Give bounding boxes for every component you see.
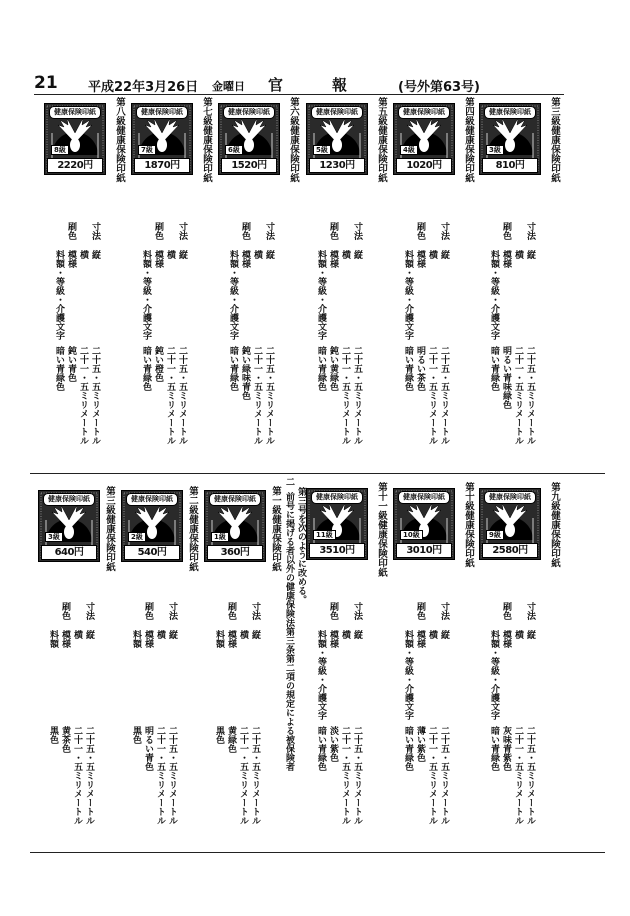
height-value: 二十五・五ミリメートル <box>352 346 362 445</box>
dimensions-label: 寸法 <box>439 222 449 240</box>
text-color: 暗い青緑色 <box>489 346 499 391</box>
pattern-color: 鈍い黄緑色 <box>328 346 338 391</box>
stamp-image <box>204 490 266 562</box>
pattern-color: 明るい茶色 <box>415 346 425 391</box>
header-rule <box>34 94 564 95</box>
width-label: 横 <box>155 630 165 639</box>
issue-date: 平成22年3月26日 <box>88 80 199 95</box>
stamp-value: 3010円 <box>396 543 452 558</box>
height-label: 縦 <box>439 630 449 639</box>
pattern-label: 模様 <box>328 630 338 648</box>
height-label: 縦 <box>177 250 187 259</box>
gazette-title-char-1: 官 <box>268 76 284 94</box>
stamp-grade: 7級 <box>138 145 156 155</box>
text-label: 料額・等級・介護文字 <box>489 250 499 340</box>
height-label: 縦 <box>525 250 535 259</box>
stamp-title: 第十一級健康保険印紙 <box>376 482 387 577</box>
stamp-image <box>479 488 541 560</box>
dimensions-label: 寸法 <box>90 222 100 240</box>
stamp-value: 2220円 <box>47 158 103 173</box>
text-label: 料額・等級・介護文字 <box>316 630 326 720</box>
height-label: 縦 <box>84 630 94 639</box>
width-value: 二十一・五ミリメートル <box>340 726 350 825</box>
text-color: 暗い青緑色 <box>54 346 64 391</box>
pattern-label: 模様 <box>66 250 76 268</box>
height-value: 二十五・五ミリメートル <box>167 726 177 825</box>
width-value: 二十一・五ミリメートル <box>78 346 88 445</box>
height-label: 縦 <box>167 630 177 639</box>
stamp-grade: 4級 <box>400 145 418 155</box>
height-value: 二十五・五ミリメートル <box>84 726 94 825</box>
pattern-label: 模様 <box>328 250 338 268</box>
stamp-image <box>131 103 193 175</box>
width-label: 横 <box>513 630 523 639</box>
pattern-color: 淡い紫色 <box>328 726 338 762</box>
stamp-header-text: 健康保険印紙 <box>223 106 275 119</box>
text-color: 黒色 <box>214 726 224 744</box>
item-text: 前号に掲げる者以外の健康保険法第三条第二項の規定による被保険者 <box>284 492 294 771</box>
stamp-image <box>306 488 368 560</box>
stamp-value: 1520円 <box>221 158 277 173</box>
height-value: 二十五・五ミリメートル <box>177 346 187 445</box>
footer-rule <box>30 852 605 853</box>
width-label: 横 <box>513 250 523 259</box>
stamp-value: 3510円 <box>309 543 365 558</box>
pattern-label: 模様 <box>60 630 70 648</box>
print-color-label: 刷色 <box>153 222 163 240</box>
stamp-value: 1020円 <box>396 158 452 173</box>
pattern-label: 模様 <box>415 250 425 268</box>
pattern-color: 灰味青紫色 <box>501 726 511 771</box>
height-label: 縦 <box>90 250 100 259</box>
width-label: 横 <box>252 250 262 259</box>
text-color: 暗い青緑色 <box>141 346 151 391</box>
pattern-color: 明るい青色 <box>143 726 153 771</box>
text-label: 料額・等級・介護文字 <box>228 250 238 340</box>
text-label: 料額・等級・介護文字 <box>141 250 151 340</box>
stamp-image <box>393 488 455 560</box>
pattern-color: 鈍い青色 <box>66 346 76 382</box>
dimensions-label: 寸法 <box>352 602 362 620</box>
stamp-grade: 9級 <box>486 530 504 540</box>
stamp-title: 第六級健康保険印紙 <box>288 97 299 183</box>
width-value: 二十一・五ミリメートル <box>513 726 523 825</box>
dimensions-label: 寸法 <box>525 222 535 240</box>
text-color: 暗い青緑色 <box>316 346 326 391</box>
text-label: 料額・等級・介護文字 <box>403 250 413 340</box>
dimensions-label: 寸法 <box>352 222 362 240</box>
pattern-color: 薄い紫色 <box>415 726 425 762</box>
stamp-header-text: 健康保険印紙 <box>484 106 536 119</box>
width-label: 横 <box>165 250 175 259</box>
height-value: 二十五・五ミリメートル <box>525 726 535 825</box>
stamp-header-text: 健康保険印紙 <box>398 106 450 119</box>
print-color-label: 刷色 <box>240 222 250 240</box>
stamp-image <box>121 490 183 562</box>
print-color-label: 刷色 <box>226 602 236 620</box>
width-value: 二十一・五ミリメートル <box>155 726 165 825</box>
pattern-label: 模様 <box>501 250 511 268</box>
dimensions-label: 寸法 <box>439 602 449 620</box>
height-value: 二十五・五ミリメートル <box>439 726 449 825</box>
pattern-color: 鈍い緑味青色 <box>240 346 250 400</box>
text-label: 料額 <box>214 630 224 648</box>
stamp-image <box>218 103 280 175</box>
height-label: 縦 <box>439 250 449 259</box>
text-color: 暗い青緑色 <box>489 726 499 771</box>
stamp-header-text: 健康保険印紙 <box>136 106 188 119</box>
stamp-image <box>393 103 455 175</box>
width-label: 横 <box>72 630 82 639</box>
pattern-color: 鈍い橙色 <box>153 346 163 382</box>
dimensions-label: 寸法 <box>264 222 274 240</box>
stamp-image <box>306 103 368 175</box>
stamp-value: 1230円 <box>309 158 365 173</box>
stamp-grade: 8級 <box>51 145 69 155</box>
height-value: 二十五・五ミリメートル <box>439 346 449 445</box>
stamp-grade: 5級 <box>313 145 331 155</box>
width-value: 二十一・五ミリメートル <box>427 726 437 825</box>
dimensions-label: 寸法 <box>250 602 260 620</box>
stamp-header-text: 健康保険印紙 <box>484 491 536 504</box>
stamp-value: 360円 <box>207 545 263 560</box>
pattern-label: 模様 <box>415 630 425 648</box>
stamp-grade: 3級 <box>45 532 63 542</box>
dimensions-label: 寸法 <box>167 602 177 620</box>
text-color: 暗い青緑色 <box>403 726 413 771</box>
text-color: 暗い青緑色 <box>316 726 326 771</box>
height-value: 二十五・五ミリメートル <box>90 346 100 445</box>
pattern-label: 模様 <box>153 250 163 268</box>
print-color-label: 刷色 <box>415 222 425 240</box>
gazette-title-char-2: 報 <box>332 76 348 94</box>
stamp-image <box>44 103 106 175</box>
print-color-label: 刷色 <box>60 602 70 620</box>
stamp-header-text: 健康保険印紙 <box>398 491 450 504</box>
stamp-grade: 6級 <box>225 145 243 155</box>
pattern-label: 模様 <box>226 630 236 648</box>
width-label: 横 <box>340 250 350 259</box>
stamp-header-text: 健康保険印紙 <box>209 493 261 506</box>
section-divider <box>30 473 605 474</box>
stamp-title: 第七級健康保険印紙 <box>201 97 212 183</box>
stamp-header-text: 健康保険印紙 <box>43 493 95 506</box>
text-label: 料額・等級・介護文字 <box>403 630 413 720</box>
text-label: 料額・等級・介護文字 <box>316 250 326 340</box>
stamp-grade: 2級 <box>128 532 146 542</box>
text-label: 料額・等級・介護文字 <box>54 250 64 340</box>
height-value: 二十五・五ミリメートル <box>250 726 260 825</box>
dimensions-label: 寸法 <box>177 222 187 240</box>
stamp-title: 第三級健康保険印紙 <box>549 97 560 183</box>
width-label: 横 <box>340 630 350 639</box>
pattern-color: 黄緑色 <box>226 726 236 753</box>
text-label: 料額 <box>48 630 58 648</box>
width-value: 二十一・五ミリメートル <box>238 726 248 825</box>
page-number: 21 <box>34 73 58 93</box>
width-label: 横 <box>78 250 88 259</box>
stamp-header-text: 健康保険印紙 <box>311 106 363 119</box>
stamp-header-text: 健康保険印紙 <box>49 106 101 119</box>
text-label: 料額・等級・介護文字 <box>489 630 499 720</box>
stamp-title: 第八級健康保険印紙 <box>114 97 125 183</box>
stamp-image <box>479 103 541 175</box>
stamp-grade: 3級 <box>486 145 504 155</box>
width-value: 二十一・五ミリメートル <box>72 726 82 825</box>
stamp-value: 810円 <box>482 158 538 173</box>
width-value: 二十一・五ミリメートル <box>513 346 523 445</box>
print-color-label: 刷色 <box>328 222 338 240</box>
width-label: 横 <box>238 630 248 639</box>
dimensions-label: 寸法 <box>525 602 535 620</box>
stamp-title: 第三級健康保険印紙 <box>104 486 115 572</box>
stamp-title: 第十級健康保険印紙 <box>463 482 474 568</box>
text-label: 料額 <box>131 630 141 648</box>
item-number: 二 <box>284 477 294 486</box>
width-value: 二十一・五ミリメートル <box>340 346 350 445</box>
stamp-grade: 10級 <box>400 530 423 540</box>
pattern-color: 明るい青味緑色 <box>501 346 511 409</box>
text-color: 暗い青緑色 <box>228 346 238 391</box>
stamp-value: 2580円 <box>482 543 538 558</box>
pattern-label: 模様 <box>143 630 153 648</box>
stamp-value: 640円 <box>41 545 97 560</box>
weekday: 金曜日 <box>212 80 245 93</box>
pattern-label: 模様 <box>501 630 511 648</box>
stamp-title: 第四級健康保険印紙 <box>463 97 474 183</box>
stamp-grade: 11級 <box>313 530 336 540</box>
text-color: 暗い青緑色 <box>403 346 413 391</box>
stamp-title: 第二級健康保険印紙 <box>187 486 198 572</box>
text-color: 黒色 <box>131 726 141 744</box>
stamp-value: 540円 <box>124 545 180 560</box>
print-color-label: 刷色 <box>328 602 338 620</box>
stamp-grade: 1級 <box>211 532 229 542</box>
height-label: 縦 <box>352 250 362 259</box>
height-label: 縦 <box>352 630 362 639</box>
print-color-label: 刷色 <box>501 602 511 620</box>
text-color: 黒色 <box>48 726 58 744</box>
amendment-line: 第三号を次のように改める。 <box>296 487 306 604</box>
height-label: 縦 <box>525 630 535 639</box>
width-value: 二十一・五ミリメートル <box>165 346 175 445</box>
height-value: 二十五・五ミリメートル <box>352 726 362 825</box>
stamp-title: 第一級健康保険印紙 <box>270 486 281 572</box>
print-color-label: 刷色 <box>66 222 76 240</box>
stamp-header-text: 健康保険印紙 <box>126 493 178 506</box>
width-label: 横 <box>427 630 437 639</box>
height-value: 二十五・五ミリメートル <box>525 346 535 445</box>
stamp-header-text: 健康保険印紙 <box>311 491 363 504</box>
height-label: 縦 <box>264 250 274 259</box>
stamp-title: 第五級健康保険印紙 <box>376 97 387 183</box>
stamp-value: 1870円 <box>134 158 190 173</box>
print-color-label: 刷色 <box>501 222 511 240</box>
height-label: 縦 <box>250 630 260 639</box>
stamp-image <box>38 490 100 562</box>
issue-number: (号外第63号) <box>398 80 480 95</box>
print-color-label: 刷色 <box>143 602 153 620</box>
pattern-label: 模様 <box>240 250 250 268</box>
print-color-label: 刷色 <box>415 602 425 620</box>
width-label: 横 <box>427 250 437 259</box>
width-value: 二十一・五ミリメートル <box>252 346 262 445</box>
width-value: 二十一・五ミリメートル <box>427 346 437 445</box>
pattern-color: 黄茶色 <box>60 726 70 753</box>
dimensions-label: 寸法 <box>84 602 94 620</box>
height-value: 二十五・五ミリメートル <box>264 346 274 445</box>
stamp-title: 第九級健康保険印紙 <box>549 482 560 568</box>
